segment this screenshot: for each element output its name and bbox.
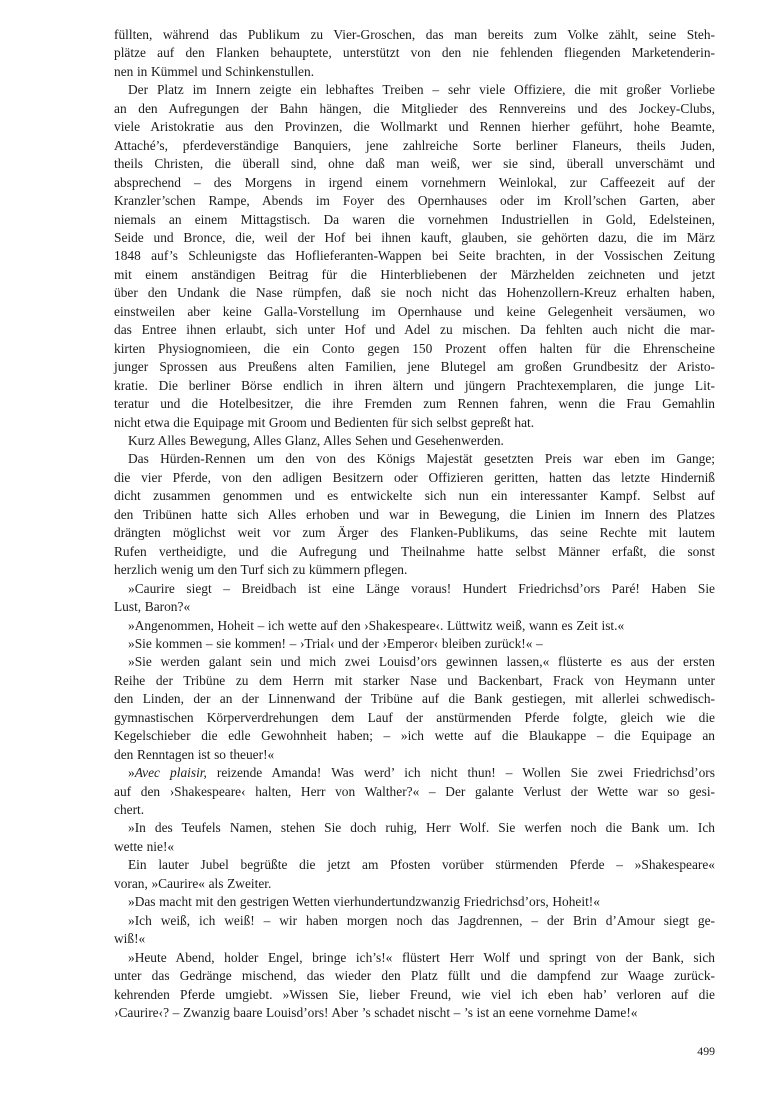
text-line: auf den ›Shakespeare‹ halten, Herr von Walther?« – Der galante Verlust der Wette war so gesi- (114, 783, 715, 799)
text-line: den Tribünen hatte sich Alles erhoben und war in Bewegung, die Linien im Innern des Platzes (114, 506, 715, 522)
text-line: wette nie!« (114, 838, 175, 854)
text-line: viele Aristokratie aus den Provinzen, die Wollmarkt und Rennen hierher geführt, hohe Beamte, (114, 119, 715, 135)
paragraph (114, 949, 715, 1023)
text-line: 1848 auf’s Schleunigste das Hoflieferanten-Wappen bei Seite brachten, in der Vossischen Zeitung (114, 248, 715, 264)
text-line: nen in Kümmel und Schinkenstullen. (114, 63, 315, 79)
text-line: Das Hürden-Rennen um den von des Königs Majestät gesetzten Preis war eben im Gange; (128, 451, 715, 467)
text-line: theils Christen, die überall sind, ohne daß man weiß, wer sie sind, überall unverschämt und (114, 156, 715, 172)
paragraph (114, 856, 715, 893)
text-line: Rufen vertheidigte, und die Aufregung und Theilnahme hatte selbst Männer erfaßt, die sonst (114, 543, 715, 559)
page-number: 499 (697, 1044, 715, 1058)
paragraph (114, 432, 715, 450)
text-line: kratie. Die berliner Börse endlich in ihren ältern und jüngern Prachtexemplaren, die junge Lit- (114, 377, 715, 393)
paragraph (114, 81, 715, 432)
text-line: absprechend – des Morgens in irgend einem vornehmern Weinlokal, zur Caffeezeit auf der (114, 174, 715, 190)
text-line: »Ich weiß, ich weiß! – wir haben morgen noch das Jagdrennen, – der Brin d’Amour siegt ge- (128, 912, 715, 928)
text-line: über den Undank die Nase rümpfen, daß sie noch nicht das Hohenzollern-Kreuz erhalten haben, (114, 285, 715, 301)
text-segment: » (128, 765, 135, 781)
text-line: Ein lauter Jubel begrüßte die jetzt am Pfosten vorüber stürmenden Pferde – »Shakespeare« (128, 857, 715, 873)
paragraph (114, 912, 715, 949)
text-line: »Angenommen, Hoheit – ich wette auf den ›Shakespeare‹. Lüttwitz weiß, wann es Zeit ist.« (128, 617, 625, 633)
text-line: »Sie kommen – sie kommen! – ›Trial‹ und der ›Emperor‹ bleiben zurück!« – (128, 635, 543, 651)
text-line: gymnastischen Körperverdrehungen dem Lauf der anstürmenden Pferde folgte, gleich wie die (114, 709, 715, 725)
text-line (114, 764, 715, 782)
italic-text-segment: Avec plaisir, (134, 765, 207, 781)
text-segment: reizende Amanda! Was werd’ ich nicht thun! – Wollen Sie zwei Friedrichsd’ors (206, 765, 715, 781)
text-line: füllten, während das Publikum zu Vier-Groschen, das man bereits zum Volke zählt, seine Steh- (114, 27, 715, 42)
text-line: »Caurire siegt – Breidbach ist eine Länge voraus! Hundert Friedrichsd’ors Paré! Haben Sie (128, 580, 715, 596)
text-line: Seide und Bronce, die, weil der Hof bei ihnen kauft, glauben, sie gehörten dazu, die im März (114, 229, 715, 245)
paragraph (114, 764, 715, 819)
text-line: niemals an einem Mittagstisch. Da waren die vornehmen Industriellen in Gold, Edelsteinen, (114, 211, 715, 227)
text-line: Der Platz im Innern zeigte ein lebhaftes Treiben – sehr viele Offiziere, die mit großer Vorliebe (128, 82, 715, 98)
text-line: den Renntagen ist so theuer!« (114, 746, 275, 762)
text-line: drängten möglichst weit vor zum Ärger des Flanken-Publikums, das seine Rechte mit lautem (114, 525, 715, 541)
paragraph (114, 635, 715, 653)
text-line: ›Caurire‹? – Zwanzig baare Louisd’ors! Aber ’s schadet nischt – ’s ist an eene vornehme Dame!« (114, 1005, 638, 1021)
text-line: Kranzler’schen Rampe, Abends im Foyer des Opernhauses oder im Kroll’schen Garten, aber (114, 193, 715, 209)
text-line: Kurz Alles Bewegung, Alles Glanz, Alles Sehen und Gesehenwerden. (128, 432, 504, 448)
paragraph (114, 580, 715, 617)
text-line: herzlich wenig um den Turf sich zu kümmern pflegen. (114, 562, 408, 578)
text-line: die vier Pferde, von den adligen Besitzern oder Offizieren geritten, hatten das letzte Hinderniß (114, 469, 715, 485)
paragraph (114, 653, 715, 764)
text-line: »Heute Abend, holder Engel, bringe ich’s!« flüstert Herr Wolf und springt von der Bank, sich (128, 949, 715, 965)
text-line: das Entree ihnen erlaubt, sich unter Hof und Adel zu mischen. Da fehlten auch nicht die mar- (114, 322, 715, 338)
text-line: mit einem anständigen Beitrag für die Hinterbliebenen der Märzhelden zeichneten und jetzt (114, 266, 715, 282)
text-line: an den Aufregungen der Bahn hängen, die Mitglieder des Rennvereins und des Jockey-Clubs, (114, 100, 715, 116)
text-line: chert. (114, 802, 145, 818)
paragraph (114, 26, 715, 81)
paragraph (114, 819, 715, 856)
text-line: nicht etwa die Equipage mit Groom und Bedienten für sich selbst gepreßt hat. (114, 414, 535, 430)
text-line: plätze auf den Flanken behauptete, unterstützt von den nie fehlenden fliegenden Marketenderin- (114, 45, 715, 61)
text-block (114, 26, 715, 1022)
text-line: junger Sprossen aus Preußens alten Familien, jene Blutegel am großen Grundbesitz der Aristo- (114, 359, 715, 375)
text-line: »In des Teufels Namen, stehen Sie doch ruhig, Herr Wolf. Sie werfen noch die Bank um. Ich (128, 820, 715, 836)
text-line: kirten Physiognomieen, die ein Conto gegen 150 Prozent offen halten für die Ehrenscheine (114, 340, 715, 356)
text-line: Attaché’s, pferdeverständige Banquiers, jene zahlreiche Sorte berliner Flaneurs, theils Juden, (114, 137, 715, 153)
text-line: voran, »Caurire« als Zweiter. (114, 875, 272, 891)
text-line: Reihe der Tribüne zu dem Herrn mit starker Nase und Backenbart, Frack von Heymann unter (114, 672, 715, 688)
text-line: »Sie werden galant sein und mich zwei Louisd’ors gewinnen lassen,« flüsterte es aus der ersten (128, 654, 715, 670)
text-line: Lust, Baron?« (114, 599, 191, 615)
paragraph (114, 617, 715, 635)
text-line: teratur und die Hotelbesitzer, die ihre Fremden zum Rennen fahren, wenn die Frau Gemahlin (114, 396, 715, 412)
text-line: unter das Gedränge mischend, das wieder den Platz füllt und die dampfend zur Waage zurück- (114, 968, 715, 984)
text-line: Kegelschieber die edle Gewohnheit haben; – »ich wette auf die Blaukappe – die Equipage an (114, 728, 715, 744)
text-line: den Linden, der an der Linnenwand der Tribüne auf die Bank gestiegen, mit allerlei schwedisch- (114, 691, 715, 707)
paragraph (114, 450, 715, 579)
text-line: wiß!« (114, 931, 146, 947)
text-line: kehrenden Pferde umgiebt. »Wissen Sie, lieber Freund, wie viel ich eben hab’ verloren auf die (114, 986, 715, 1002)
text-line: dicht zusammen genommen und es entwickelte sich nun ein interessanter Kampf. Selbst auf (114, 488, 715, 504)
text-line: »Das macht mit den gestrigen Wetten vierhundertundzwanzig Friedrichsd’ors, Hoheit!« (128, 894, 600, 910)
text-line: einstweilen aber keine Galla-Vorstellung im Opernhause und keine Gelegenheit versäumen, wo (114, 303, 715, 319)
paragraph (114, 893, 715, 911)
